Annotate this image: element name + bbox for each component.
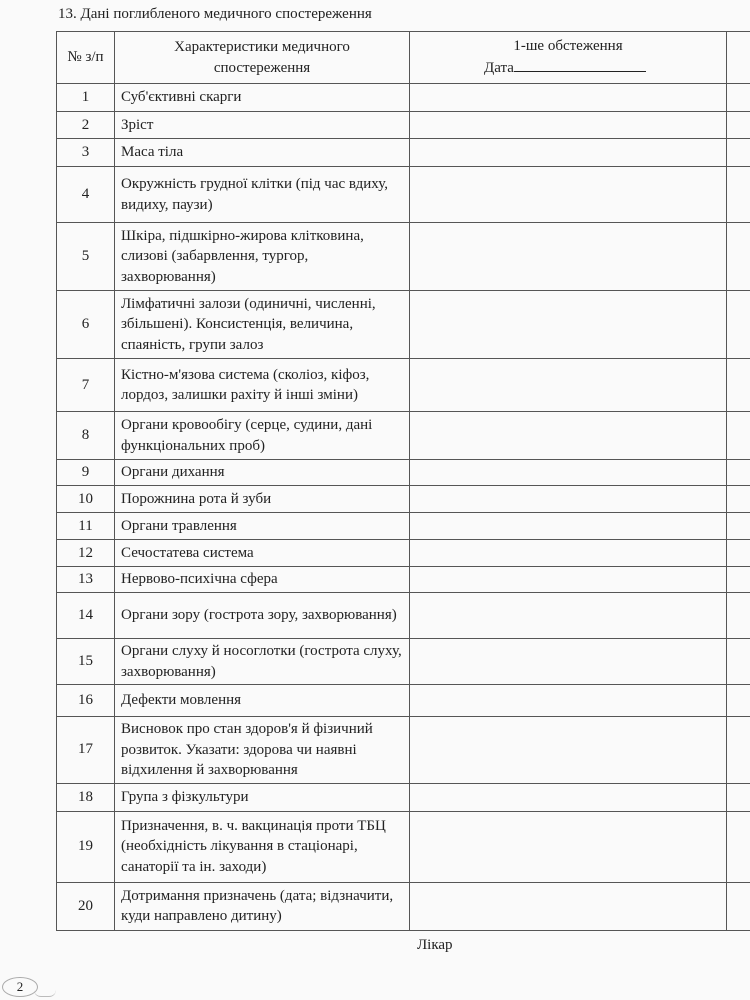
row-number: 14: [57, 593, 115, 639]
table-row: [57, 112, 750, 139]
exam-2-cell[interactable]: [727, 811, 750, 882]
row-characteristic: Нервово-психічна сфера: [115, 567, 410, 593]
exam-2-cell[interactable]: [727, 112, 750, 139]
row-characteristic: Призначення, в. ч. вакцинація проти ТБЦ (необхідність лікування в стаціонарі, санаторії та ін. заходи): [115, 811, 410, 882]
exam-1-cell[interactable]: [410, 685, 727, 717]
exam-2-cell[interactable]: [727, 167, 750, 223]
header-characteristics: Характеристики медичного спостереження: [115, 32, 410, 84]
exam-1-cell[interactable]: [410, 593, 727, 639]
row-number: 1: [57, 84, 115, 112]
table-row: [57, 593, 750, 639]
row-number: 13: [57, 567, 115, 593]
exam-1-cell[interactable]: [410, 223, 727, 291]
exam-2-cell[interactable]: [727, 291, 750, 359]
row-number: 5: [57, 223, 115, 291]
exam-2-cell[interactable]: [727, 139, 750, 167]
table-row: [57, 783, 750, 811]
row-characteristic: Зріст: [115, 112, 410, 139]
table-row: [57, 223, 750, 291]
row-number: 7: [57, 359, 115, 412]
row-number: 10: [57, 486, 115, 513]
row-characteristic: Дотримання призначень (дата; відзначити, куди направлено дитину): [115, 882, 410, 930]
table-row: [57, 717, 750, 784]
row-number: 6: [57, 291, 115, 359]
row-characteristic: Органи кровообігу (серце, судини, дані функціональних проб): [115, 412, 410, 460]
doctor-label: Лікар: [417, 937, 453, 953]
row-characteristic: Сечостатева система: [115, 540, 410, 567]
date-input-line[interactable]: [514, 57, 646, 72]
exam-1-cell[interactable]: [410, 882, 727, 930]
header-exam-2: [727, 32, 750, 84]
row-characteristic: Органи слуху й носоглотки (гострота слуху, захворювання): [115, 639, 410, 685]
row-number: 15: [57, 639, 115, 685]
table-row: [57, 139, 750, 167]
exam-2-cell[interactable]: [727, 639, 750, 685]
row-characteristic: Окружність грудної клітки (під час вдиху, видиху, паузи): [115, 167, 410, 223]
row-characteristic: Група з фізкультури: [115, 783, 410, 811]
exam-1-date: [410, 57, 726, 79]
table-row: [57, 167, 750, 223]
row-number: 3: [57, 139, 115, 167]
row-characteristic: Кістно-м'язова система (сколіоз, кіфоз, лордоз, залишки рахіту й інші зміни): [115, 359, 410, 412]
exam-1-cell[interactable]: [410, 112, 727, 139]
row-characteristic: Шкіра, підшкірно-жирова клітковина, слизові (забарвлення, тургор, захворювання): [115, 223, 410, 291]
row-number: 11: [57, 513, 115, 540]
table-row: [57, 291, 750, 359]
exam-1-cell[interactable]: [410, 167, 727, 223]
row-characteristic: Маса тіла: [115, 139, 410, 167]
row-characteristic: Суб'єктивні скарги: [115, 84, 410, 112]
exam-2-cell[interactable]: [727, 783, 750, 811]
exam-2-cell[interactable]: [727, 567, 750, 593]
row-number: 2: [57, 112, 115, 139]
exam-1-cell[interactable]: [410, 486, 727, 513]
table-row: [57, 639, 750, 685]
table-row: [57, 540, 750, 567]
exam-2-cell[interactable]: [727, 593, 750, 639]
exam-2-cell[interactable]: [727, 685, 750, 717]
page-number-decoration: [34, 990, 56, 997]
row-characteristic: Порожнина рота й зуби: [115, 486, 410, 513]
exam-1-title: 1-ше обстеження: [513, 38, 623, 54]
row-characteristic: Органи зору (гострота зору, захворювання): [115, 593, 410, 639]
table-row: [57, 412, 750, 460]
row-number: 12: [57, 540, 115, 567]
date-label: Дата: [484, 60, 514, 76]
exam-1-cell[interactable]: [410, 639, 727, 685]
table-row: [57, 84, 750, 112]
row-characteristic: Органи травлення: [115, 513, 410, 540]
exam-2-cell[interactable]: [727, 359, 750, 412]
row-characteristic: Органи дихання: [115, 460, 410, 486]
exam-1-cell[interactable]: [410, 783, 727, 811]
row-number: 18: [57, 783, 115, 811]
row-number: 20: [57, 882, 115, 930]
exam-2-cell[interactable]: [727, 460, 750, 486]
exam-1-cell[interactable]: [410, 811, 727, 882]
row-number: 8: [57, 412, 115, 460]
exam-2-cell[interactable]: [727, 513, 750, 540]
header-num: № з/п: [57, 32, 115, 84]
table-row: [57, 359, 750, 412]
exam-2-cell[interactable]: [727, 882, 750, 930]
exam-2-cell[interactable]: [727, 223, 750, 291]
exam-2-cell[interactable]: [727, 540, 750, 567]
row-number: 4: [57, 167, 115, 223]
page-number: 2: [2, 977, 38, 997]
exam-1-cell[interactable]: [410, 139, 727, 167]
header-exam-1: [410, 32, 727, 84]
row-characteristic: Дефекти мовлення: [115, 685, 410, 717]
exam-2-cell[interactable]: [727, 84, 750, 112]
row-characteristic: Висновок про стан здоров'я й фізичний розвиток. Указати: здорова чи наявні відхилення й захворювання: [115, 717, 410, 784]
exam-1-cell[interactable]: [410, 291, 727, 359]
exam-2-cell[interactable]: [727, 412, 750, 460]
table-row: [57, 685, 750, 717]
row-characteristic: Лімфатичні залози (одиничні, численні, збільшені). Консистенція, величина, спаяність, групи залоз: [115, 291, 410, 359]
row-number: 17: [57, 717, 115, 784]
table-row: [57, 811, 750, 882]
medical-observation-table: [56, 31, 750, 931]
exam-1-cell[interactable]: [410, 359, 727, 412]
table-row: [57, 513, 750, 540]
exam-2-cell[interactable]: [727, 486, 750, 513]
exam-1-cell[interactable]: [410, 460, 727, 486]
exam-1-cell[interactable]: [410, 412, 727, 460]
table-header-row: [57, 32, 750, 84]
exam-1-cell[interactable]: [410, 567, 727, 593]
row-number: 19: [57, 811, 115, 882]
exam-1-cell[interactable]: [410, 717, 727, 784]
exam-1-cell[interactable]: [410, 540, 727, 567]
section-title: 13. Дані поглибленого медичного спостереження: [58, 6, 372, 22]
row-number: 16: [57, 685, 115, 717]
exam-1-cell[interactable]: [410, 84, 727, 112]
table-row: [57, 882, 750, 930]
row-number: 9: [57, 460, 115, 486]
table-row: [57, 486, 750, 513]
table-row: [57, 567, 750, 593]
table-row: [57, 460, 750, 486]
exam-2-cell[interactable]: [727, 717, 750, 784]
exam-1-cell[interactable]: [410, 513, 727, 540]
